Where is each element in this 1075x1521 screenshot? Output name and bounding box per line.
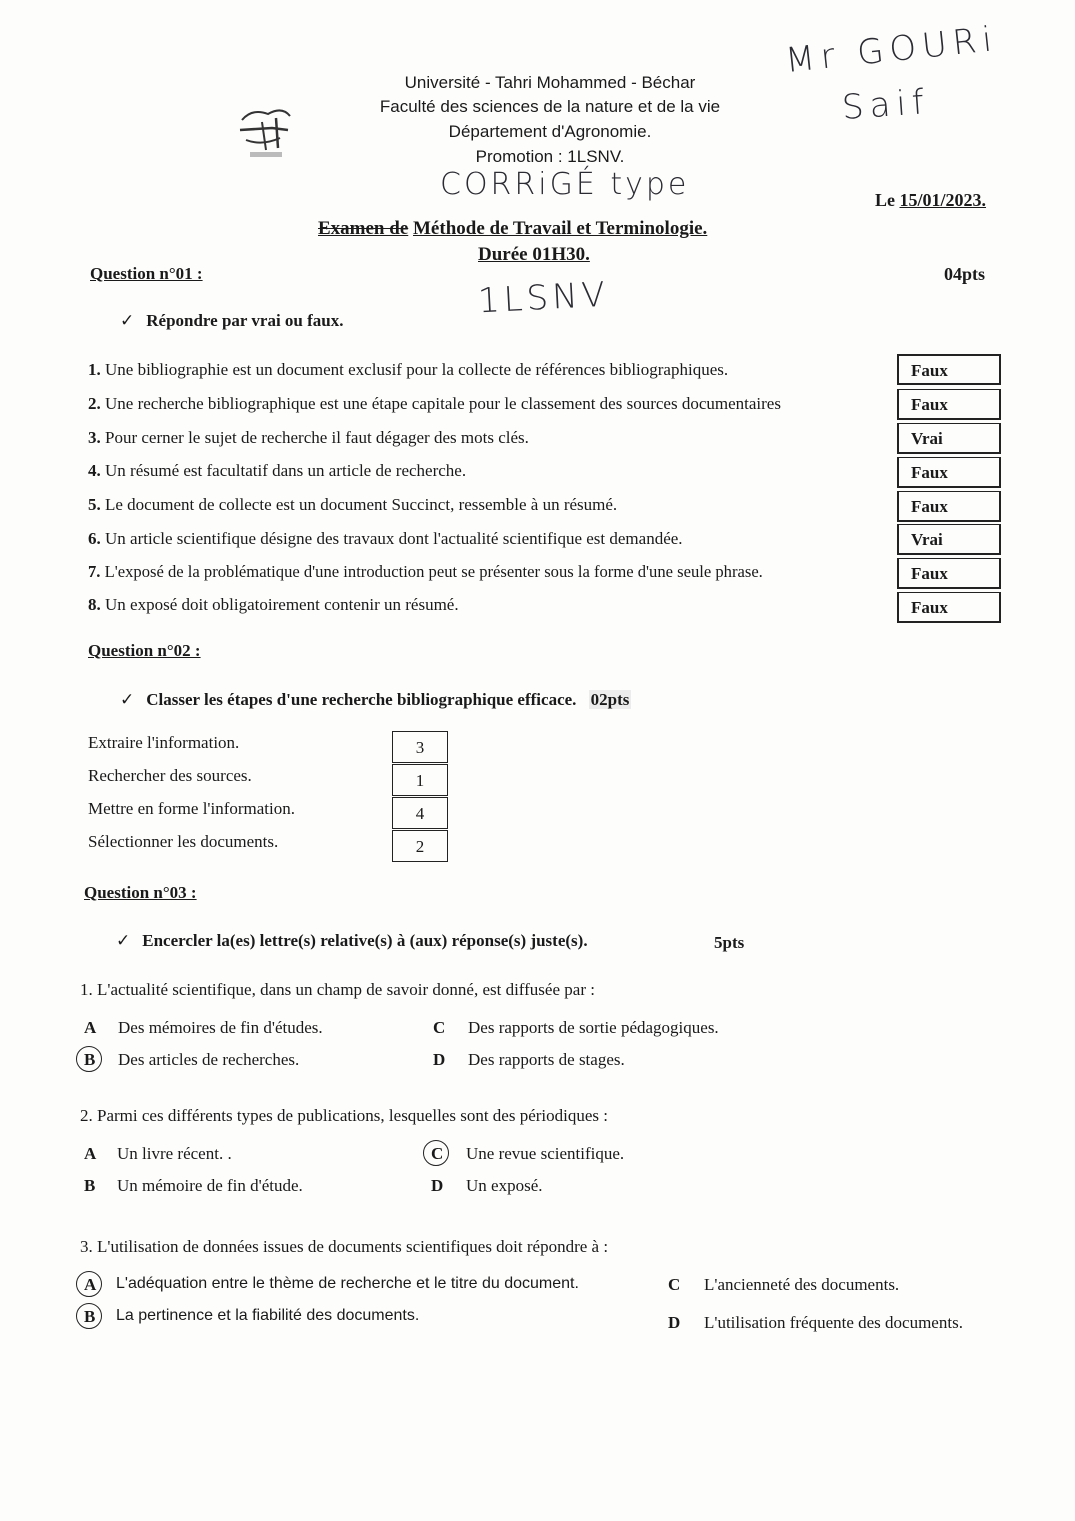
q1-statement: 5. Le document de collecte est un document Succinct, ressemble à un résumé. bbox=[88, 495, 618, 514]
q3-option-text: Un mémoire de fin d'étude. bbox=[117, 1176, 303, 1195]
q3-question-stem: 2. Parmi ces différents types de publications, lesquelles sont des périodiques : bbox=[80, 1106, 608, 1125]
promotion: Promotion : 1LSNV. bbox=[475, 147, 625, 166]
handwritten-teacher-name: Mr GOURi bbox=[783, 18, 1000, 82]
q3-option-letter: A bbox=[84, 1018, 97, 1037]
q1-answer-box: Faux bbox=[897, 592, 1001, 623]
q3-option-letter: D bbox=[431, 1176, 444, 1195]
q3-question-stem: 3. L'utilisation de données issues de documents scientifiques doit répondre à : bbox=[80, 1237, 609, 1256]
q3-points: 5pts bbox=[714, 933, 745, 952]
university-logo bbox=[232, 100, 302, 162]
q1-statement: 2. Une recherche bibliographique est une étape capitale pour le classement des sources documentaires bbox=[88, 394, 781, 413]
checkmark-icon: ✓ bbox=[116, 931, 131, 950]
q3-title: Question n°03 : bbox=[84, 883, 197, 902]
q3-option-letter: B bbox=[84, 1050, 96, 1069]
handwritten-teacher-firstname: Saif bbox=[840, 81, 932, 129]
q2-step-label: Extraire l'information. bbox=[88, 733, 240, 752]
university-name: Université - Tahri Mohammed - Béchar bbox=[404, 73, 696, 92]
exam-date: Le 15/01/2023. bbox=[875, 190, 987, 210]
q2-rank-box: 2 bbox=[392, 830, 448, 862]
q3-option-text: La pertinence et la fiabilité des documents. bbox=[116, 1307, 420, 1324]
q3-option-letter: C bbox=[433, 1018, 446, 1037]
q3-option-text: Une revue scientifique. bbox=[466, 1144, 625, 1163]
q3-option-letter: B bbox=[84, 1307, 96, 1326]
q3-option-letter: A bbox=[84, 1144, 97, 1163]
q3-option-text: L'utilisation fréquente des documents. bbox=[704, 1313, 963, 1332]
answer-circle-mark bbox=[423, 1140, 449, 1166]
q3-option-letter: B bbox=[84, 1176, 96, 1195]
department-name: Département d'Agronomie. bbox=[448, 122, 652, 141]
q2-instruction: ✓ Classer les étapes d'une recherche bibliographique efficace. 02pts bbox=[120, 690, 630, 709]
q1-statement: 1. Une bibliographie est un document exclusif pour la collecte de références bibliographiques. bbox=[88, 360, 729, 379]
q3-option-letter: C bbox=[668, 1275, 681, 1294]
q1-answer-box: Vrai bbox=[897, 524, 1001, 555]
checkmark-icon: ✓ bbox=[120, 311, 135, 330]
q1-statement: 3. Pour cerner le sujet de recherche il faut dégager des mots clés. bbox=[88, 428, 529, 447]
faculty-name: Faculté des sciences de la nature et de la vie bbox=[379, 97, 721, 116]
q2-rank-box: 4 bbox=[392, 797, 448, 829]
q1-answer-box: Vrai bbox=[897, 423, 1001, 454]
q3-option-text: L'ancienneté des documents. bbox=[704, 1275, 900, 1294]
q3-instruction: ✓ Encercler la(es) lettre(s) relative(s) à (aux) réponse(s) juste(s). bbox=[116, 931, 588, 950]
q3-question-stem: 1. L'actualité scientifique, dans un champ de savoir donné, est diffusée par : bbox=[80, 980, 595, 999]
q2-step-label: Sélectionner les documents. bbox=[88, 832, 279, 851]
q2-step-label: Rechercher des sources. bbox=[88, 766, 252, 785]
answer-circle-mark bbox=[76, 1303, 102, 1329]
q3-option-text: Des mémoires de fin d'études. bbox=[118, 1018, 323, 1037]
q3-option-text: Un exposé. bbox=[466, 1176, 543, 1195]
answer-circle-mark bbox=[76, 1271, 102, 1297]
q3-option-text: Des articles de recherches. bbox=[118, 1050, 300, 1069]
q1-answer-box: Faux bbox=[897, 558, 1001, 589]
exam-title: Examen de Méthode de Travail et Terminologie. bbox=[318, 218, 708, 239]
answer-circle-mark bbox=[76, 1046, 102, 1072]
q1-answer-box: Faux bbox=[897, 491, 1001, 522]
struck-exam-word: Examen de bbox=[318, 218, 409, 239]
q1-title: Question n°01 : bbox=[90, 264, 203, 283]
q1-answer-box: Faux bbox=[897, 457, 1001, 488]
q1-statement: 8. Un exposé doit obligatoirement contenir un résumé. bbox=[88, 595, 459, 614]
handwritten-class: 1LSNV bbox=[477, 274, 610, 322]
q1-answer-box: Faux bbox=[897, 354, 1001, 385]
q1-points: 04pts bbox=[944, 264, 986, 284]
q1-statement: 6. Un article scientifique désigne des travaux dont l'actualité scientifique est demandée. bbox=[88, 529, 683, 548]
checkmark-icon: ✓ bbox=[120, 690, 135, 709]
q1-instruction: ✓ Répondre par vrai ou faux. bbox=[120, 311, 344, 330]
q2-step-label: Mettre en forme l'information. bbox=[88, 799, 295, 818]
q3-option-text: Des rapports de stages. bbox=[468, 1050, 625, 1069]
q3-option-letter: D bbox=[433, 1050, 446, 1069]
q3-option-letter: A bbox=[84, 1275, 97, 1294]
q3-option-text: L'adéquation entre le thème de recherche et le titre du document. bbox=[116, 1275, 579, 1292]
q2-points: 02pts bbox=[590, 690, 630, 709]
q1-statement: 7. L'exposé de la problématique d'une introduction peut se présenter sous la forme d'une seule phrase. bbox=[88, 562, 763, 581]
exam-duration: Durée 01H30. bbox=[478, 244, 590, 265]
q2-rank-box: 1 bbox=[392, 764, 448, 796]
q3-option-text: Un livre récent. . bbox=[117, 1144, 232, 1163]
q2-rank-box: 3 bbox=[392, 731, 448, 763]
q1-statement: 4. Un résumé est facultatif dans un article de recherche. bbox=[88, 461, 467, 480]
handwritten-corrige-type: CORRiGÉ type bbox=[440, 167, 690, 202]
q3-option-text: Des rapports de sortie pédagogiques. bbox=[468, 1018, 719, 1037]
q3-option-letter: D bbox=[668, 1313, 681, 1332]
q1-answer-box: Faux bbox=[897, 389, 1001, 420]
q2-title: Question n°02 : bbox=[88, 641, 201, 660]
q3-option-letter: C bbox=[431, 1144, 444, 1163]
